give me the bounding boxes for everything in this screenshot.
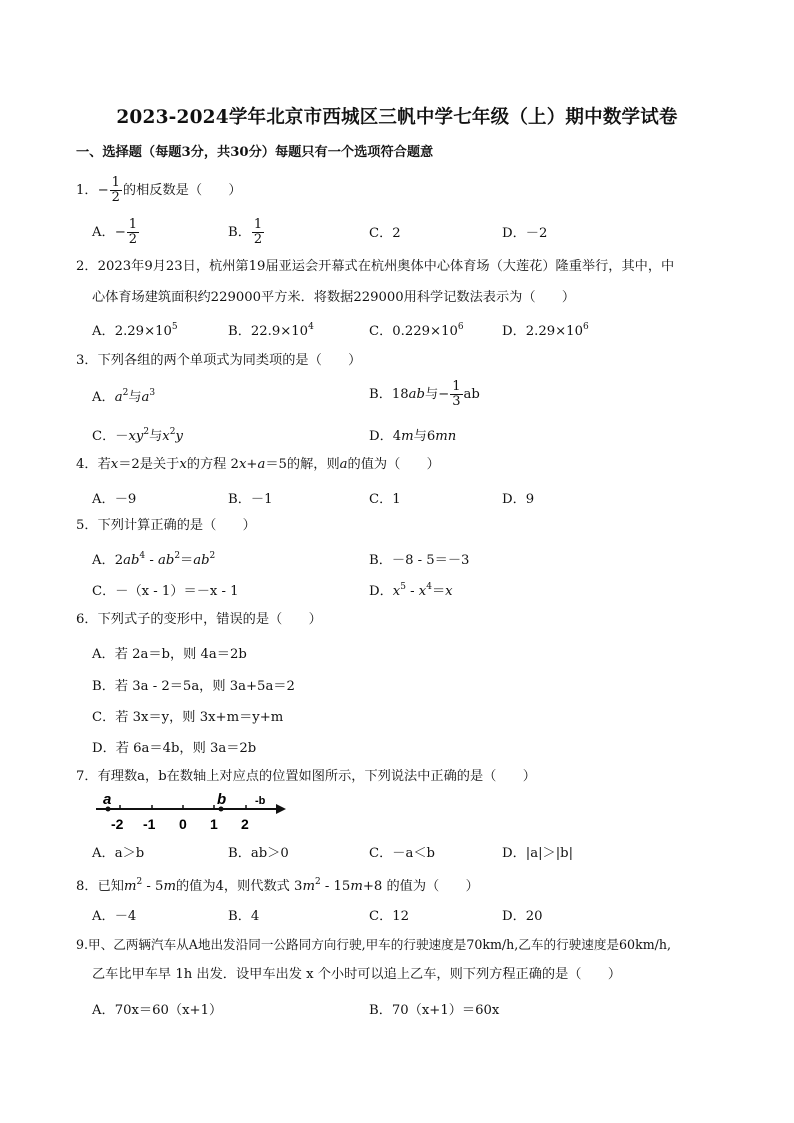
question-2-option-b: B．$22.9\times 10^4$ xyxy=(228,322,314,339)
question-1-option-a: A．− $\frac{1}{2}$ xyxy=(92,217,138,247)
question-7-stem: 7．有理数a，b在数轴上对应点的位置如图所示，下列说法中正确的是（ ） xyxy=(76,769,536,784)
question-6-option-b: B．若 3a - 2＝5a，则 3a+5a＝2 xyxy=(92,679,295,694)
label-a: a xyxy=(103,791,112,808)
question-7-option-a: A．a＞b xyxy=(92,846,145,861)
question-3-option-d: D．4m与6mn xyxy=(369,429,457,444)
question-5-stem: 5．下列计算正确的是（ ） xyxy=(76,518,256,533)
question-4-option-b: B．－1 xyxy=(228,492,273,507)
number-line-figure xyxy=(90,790,290,834)
question-2-option-c: C．$0.229\times 10^6$ xyxy=(369,322,464,339)
question-1-option-b: B． $\frac{1}{2}$ xyxy=(228,217,263,247)
question-9-option-b: B．70（x+1）＝60x xyxy=(369,1003,500,1018)
question-4-stem: 4．若x＝2是关于x的方程 2x+a＝5的解，则a的值为（ ） xyxy=(76,457,440,472)
section-heading: 一、选择题（每题3分，共30分）每题只有一个选项符合题意 xyxy=(76,145,434,160)
question-5-option-c: C．－（x - 1）＝－x - 1 xyxy=(92,584,239,599)
question-8-option-c: C．12 xyxy=(369,909,410,924)
question-6-option-d: D．若 6a＝4b，则 3a＝2b xyxy=(92,741,257,756)
question-9-option-a: A．70x＝60（x+1） xyxy=(92,1003,223,1018)
question-5-option-b: B．－8 - 5＝－3 xyxy=(369,553,470,568)
question-4-option-c: C．1 xyxy=(369,492,401,507)
question-8-option-b: B．4 xyxy=(228,909,260,924)
question-3-option-a: A．$a^2$与$a^3$ xyxy=(92,388,156,405)
question-2-option-d: D．$2.29\times 10^6$ xyxy=(502,322,589,339)
question-7-option-c: C．－a＜b xyxy=(369,846,435,861)
question-2-option-a: A．$2.29\times 10^5$ xyxy=(92,322,178,339)
question-6-option-a: A．若 2a＝b，则 4a＝2b xyxy=(92,647,247,662)
question-6-stem: 6．下列式子的变形中，错误的是（ ） xyxy=(76,612,322,627)
question-3-option-c: C．$-xy^2$与$x^2y$ xyxy=(92,427,183,444)
question-8-option-a: A．－4 xyxy=(92,909,137,924)
tick-label: -1 xyxy=(143,816,156,832)
question-1-option-c: C．2 xyxy=(369,226,401,241)
question-3-option-b: B．18ab与− $\frac{1}{3}$ ab xyxy=(369,379,480,409)
question-2-line-1: 2．2023年9月23日，杭州第19届亚运会开幕式在杭州奥体中心体育场（大莲花）隆重举行，其中，中 xyxy=(76,259,675,274)
question-1-option-d: D．－2 xyxy=(502,226,548,241)
question-4-option-d: D．9 xyxy=(502,492,535,507)
question-8-stem: 8．已知$m^2 - 5m$的值为4，则代数式 $3m^2 - 15m+8$ 的值为（ ） xyxy=(76,877,479,894)
question-6-option-c: C．若 3x＝y，则 3x+m＝y+m xyxy=(92,710,284,725)
question-9-line-2: 乙车比甲车早 1h 出发．设甲车出发 x 个小时可以追上乙车，则下列方程正确的是（ ） xyxy=(92,967,622,982)
tick-label: -2 xyxy=(111,816,124,832)
label-b: b xyxy=(217,791,227,808)
question-1-stem: 1．− $\frac{1}{2}$ 的相反数是（ ） xyxy=(76,175,242,205)
question-3-stem: 3．下列各组的两个单项式为同类项的是（ ） xyxy=(76,353,362,368)
label-neg-b: -b xyxy=(255,795,266,807)
arrow-right-icon xyxy=(276,804,286,814)
question-4-option-a: A．－9 xyxy=(92,492,137,507)
question-7-option-d: D．|a|＞|b| xyxy=(502,846,574,861)
tick-label: 0 xyxy=(179,816,187,832)
tick-label: 2 xyxy=(241,816,249,832)
fraction: $\frac{1}{2}$ xyxy=(111,175,120,205)
question-2-line-2: 心体育场建筑面积约229000平方米．将数据229000用科学记数法表示为（ ） xyxy=(92,290,576,305)
question-9-line-1: 9.甲、乙两辆汽车从A地出发沿同一公路同方向行驶,甲车的行驶速度是70km/h,乙车的行驶速度是60km/h, xyxy=(76,937,671,952)
question-8-option-d: D．20 xyxy=(502,909,543,924)
question-7-option-b: B．ab＞0 xyxy=(228,846,289,861)
tick-label: 1 xyxy=(210,816,218,832)
page-title: 2023-2024学年北京市西城区三帆中学七年级（上）期中数学试卷 xyxy=(116,107,678,128)
question-5-option-a: A．$2ab^4 - ab^2=ab^2$ xyxy=(92,551,216,568)
question-5-option-d: D．$x^5 - x^4=x$ xyxy=(369,582,453,599)
